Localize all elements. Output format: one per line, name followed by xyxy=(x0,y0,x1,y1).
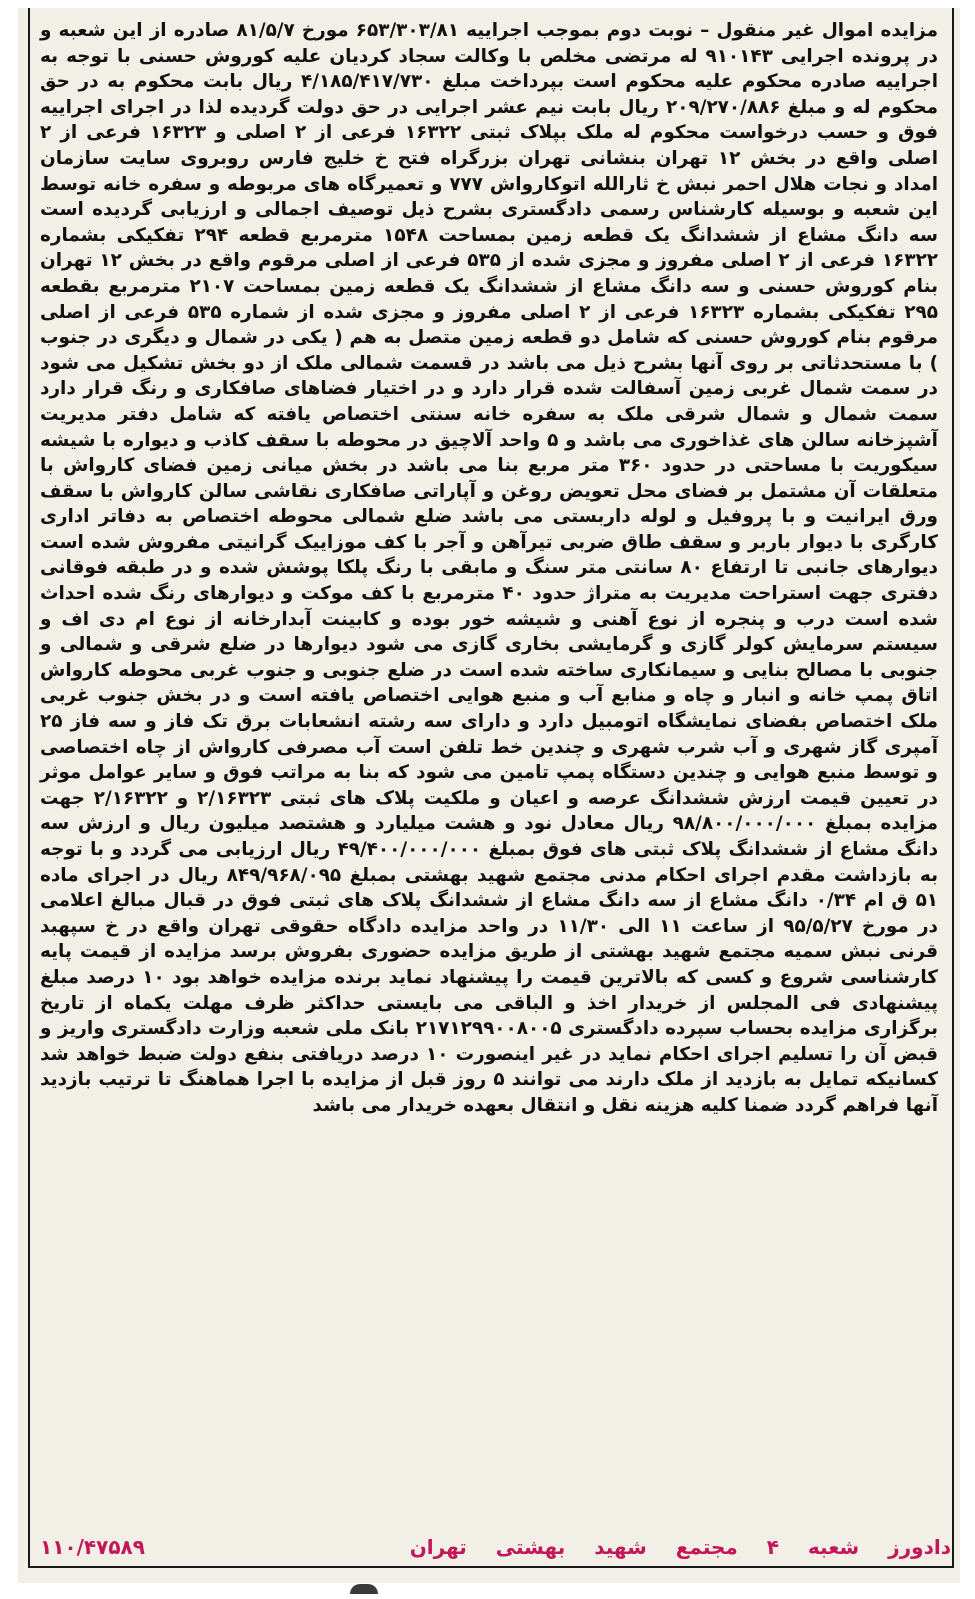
page-edge-mark xyxy=(350,1584,378,1594)
auction-notice-body: مزایده اموال غیر منقول – نوبت دوم بموجب اجراییه ۶۵۳/۳۰۳/۸۱ مورخ ۸۱/۵/۷ صادره از این شعبه و در پرونده اجرایی ۹۱۰۱۴۳ له مرتضی مخلص با وکالت سجاد کردیان علیه کوروش حسنی با توجه به اجراییه صادره محکوم علیه محکوم است بپرداخت مبلغ ۴/۱۸۵/۴۱۷/۷۳۰ ریال بابت محکوم به در حق محکوم له و مبلغ ۲۰۹/۲۷۰/۸۸۶ ریال بابت نیم عشر اجرایی در حق دولت گردیده لذا در اجرای اجراییه فوق و حسب درخواست محکوم له ملک بپلاک ثبتی ۱۶۳۲۲ فرعی از ۲ اصلی و ۱۶۳۲۳ فرعی از ۲ اصلی واقع در بخش ۱۲ تهران بنشانی تهران بزرگراه فتح خ خلیج فارس روبروی سایت سازمان امداد و نجات هلال احمر نبش خ ثارالله اتوکارواش ۷۷۷ و تعمیرگاه های مربوطه و سفره خانه توسط این شعبه و بوسیله کارشناس رسمی دادگستری بشرح ذیل توصیف اجمالی و ارزیابی گردیده است سه دانگ مشاع از ششدانگ یک قطعه زمین بمساحت ۱۵۴۸ مترمربع قطعه ۲۹۴ تفکیکی بشماره ۱۶۳۲۲ فرعی از ۲ اصلی مفروز و مجزی شده از ۵۳۵ فرعی از اصلی مرقوم واقع در بخش ۱۲ تهران بنام کوروش حسنی و سه دانگ مشاع از ششدانگ یک قطعه زمین بمساحت ۲۱۰۷ مترمربع بقطعه ۲۹۵ تفکیکی بشماره ۱۶۳۲۳ فرعی از ۲ اصلی مفروز و مجزی شده از شماره ۵۳۵ فرعی از اصلی مرقوم بنام کوروش حسنی که شامل دو قطعه زمین متصل به هم ( یکی در شمال و دیگری در جنوب ) با مستحدثاتی بر روی آنها بشرح ذیل می باشد در قسمت شمالی ملک از دو بخش تشکیل می شود در سمت شمال غربی زمین آسفالت شده قرار دارد و در اختیار فضاهای صافکاری و رنگ قرار دارد سمت شمال و شمال شرقی ملک به سفره خانه سنتی اختصاص یافته که شامل دفتر مدیریت آشپزخانه سالن های غذاخوری می باشد و ۵ واحد آلاچیق در محوطه با سقف کاذب و دیواره با شیشه سیکوریت با مساحتی در حدود ۳۶۰ متر مربع بنا می باشد در بخش میانی زمین فضای کارواش با متعلقات آن مشتمل بر فضای محل تعویض روغن و آپاراتی صافکاری نقاشی سالن کارواش با سقف ورق ایرانیت و با پروفیل و لوله داربستی می باشد ضلع شمالی محوطه اختصاص به دفاتر اداری کارگری با دیوار باربر و سقف طاق ضربی تیرآهن و آجر با کف موزاییک گرانیتی مفروش شده است دیوارهای جانبی تا ارتفاع ۸۰ سانتی متر سنگ و مابقی با رنگ پلکا پوشش شده و در طبقه فوقانی دفتری جهت استراحت مدیریت به متراژ حدود ۴۰ مترمربع با کف موکت و دیوارهای رنگ شده احداث شده است درب و پنجره از نوع آهنی و شیشه خور بوده و کابینت آبدارخانه از نوع ام دی اف و سیستم سرمایش کولر گازی و گرمایشی بخاری گازی می شود دیوارها در ضلع شرقی و شمالی و جنوبی با مصالح بنایی و سیمانکاری ساخته شده است در ضلع جنوبی و جنوب غربی محوطه کارواش اتاق پمپ خانه و انبار و چاه و منابع آب و منبع هوایی اختصاص یافته است و در بخش جنوب غربی ملک اختصاص بفضای نمایشگاه اتومبیل دارد و دارای سه رشته انشعابات برق تک فاز و سه فاز ۲۵ آمپری گاز شهری و آب شرب شهری و چندین خط تلفن است آب مصرفی کارواش از چاه اختصاصی و توسط منبع هوایی و چندین دستگاه پمپ تامین می شود که بنا به مراتب فوق و سایر عوامل موثر در تعیین قیمت ارزش ششدانگ عرصه و اعیان و ملکیت پلاک های ثبتی ۲/۱۶۳۲۳ و ۲/۱۶۳۲۲ جهت مزایده بمبلغ ۹۸/۸۰۰/۰۰۰/۰۰۰ ریال معادل نود و هشت میلیارد و هشتصد میلیون ریال و ارزش سه دانگ مشاع از ششدانگ پلاک ثبتی های فوق بمبلغ ۴۹/۴۰۰/۰۰۰/۰۰۰ ریال ارزیابی می گردد و با توجه به بازداشت مقدم اجرای احکام مدنی مجتمع شهید بهشتی بمبلغ ۸۴۹/۹۶۸/۰۹۵ ریال در اجرای ماده ۵۱ ق ام ۰/۳۴ دانگ مشاع از سه دانگ مشاع از ششدانگ پلاک های ثبتی فوق در قبال مبالغ اعلامی در مورخ ۹۵/۵/۲۷ از ساعت ۱۱ الی ۱۱/۳۰ در واحد مزایده دادگاه حقوقی تهران واقع در خ سپهبد قرنی نبش سمیه مجتمع شهید بهشتی از طریق مزایده حضوری بفروش برسد مزایده از قیمت پایه کارشناسی شروع و کسی که بالاترین قیمت را پیشنهاد نماید برنده مزایده خواهد بود ۱۰ درصد مبلغ پیشنهادی فی المجلس از خریدار اخذ و الباقی می بایستی حداکثر ظرف مهلت یکماه از تاریخ برگزاری مزایده بحساب سپرده دادگستری ۲۱۷۱۲۹۹۰۰۸۰۰۵ بانک ملی شعبه وزارت دادگستری واریز و قبض آن را تسلیم اجرای احکام نماید در غیر اینصورت ۱۰ درصد دریافتی بنفع دولت ضبط خواهد شد کسانیکه تمایل به بازدید از ملک دارند می توانند ۵ روز قبل از مزایده با اجرا هماهنگ تا ترتیب بازدید آنها فراهم گردد ضمنا کلیه هزینه نقل و انتقال بعهده خریدار می باشد xyxy=(40,20,939,1116)
notice-footer xyxy=(40,1531,951,1563)
issuer-signature: دادورز شعبه ۴ مجتمع شهید بهشتی تهران xyxy=(409,1535,951,1559)
ad-code: ۱۱۰/۴۷۵۸۹ xyxy=(40,1535,145,1559)
